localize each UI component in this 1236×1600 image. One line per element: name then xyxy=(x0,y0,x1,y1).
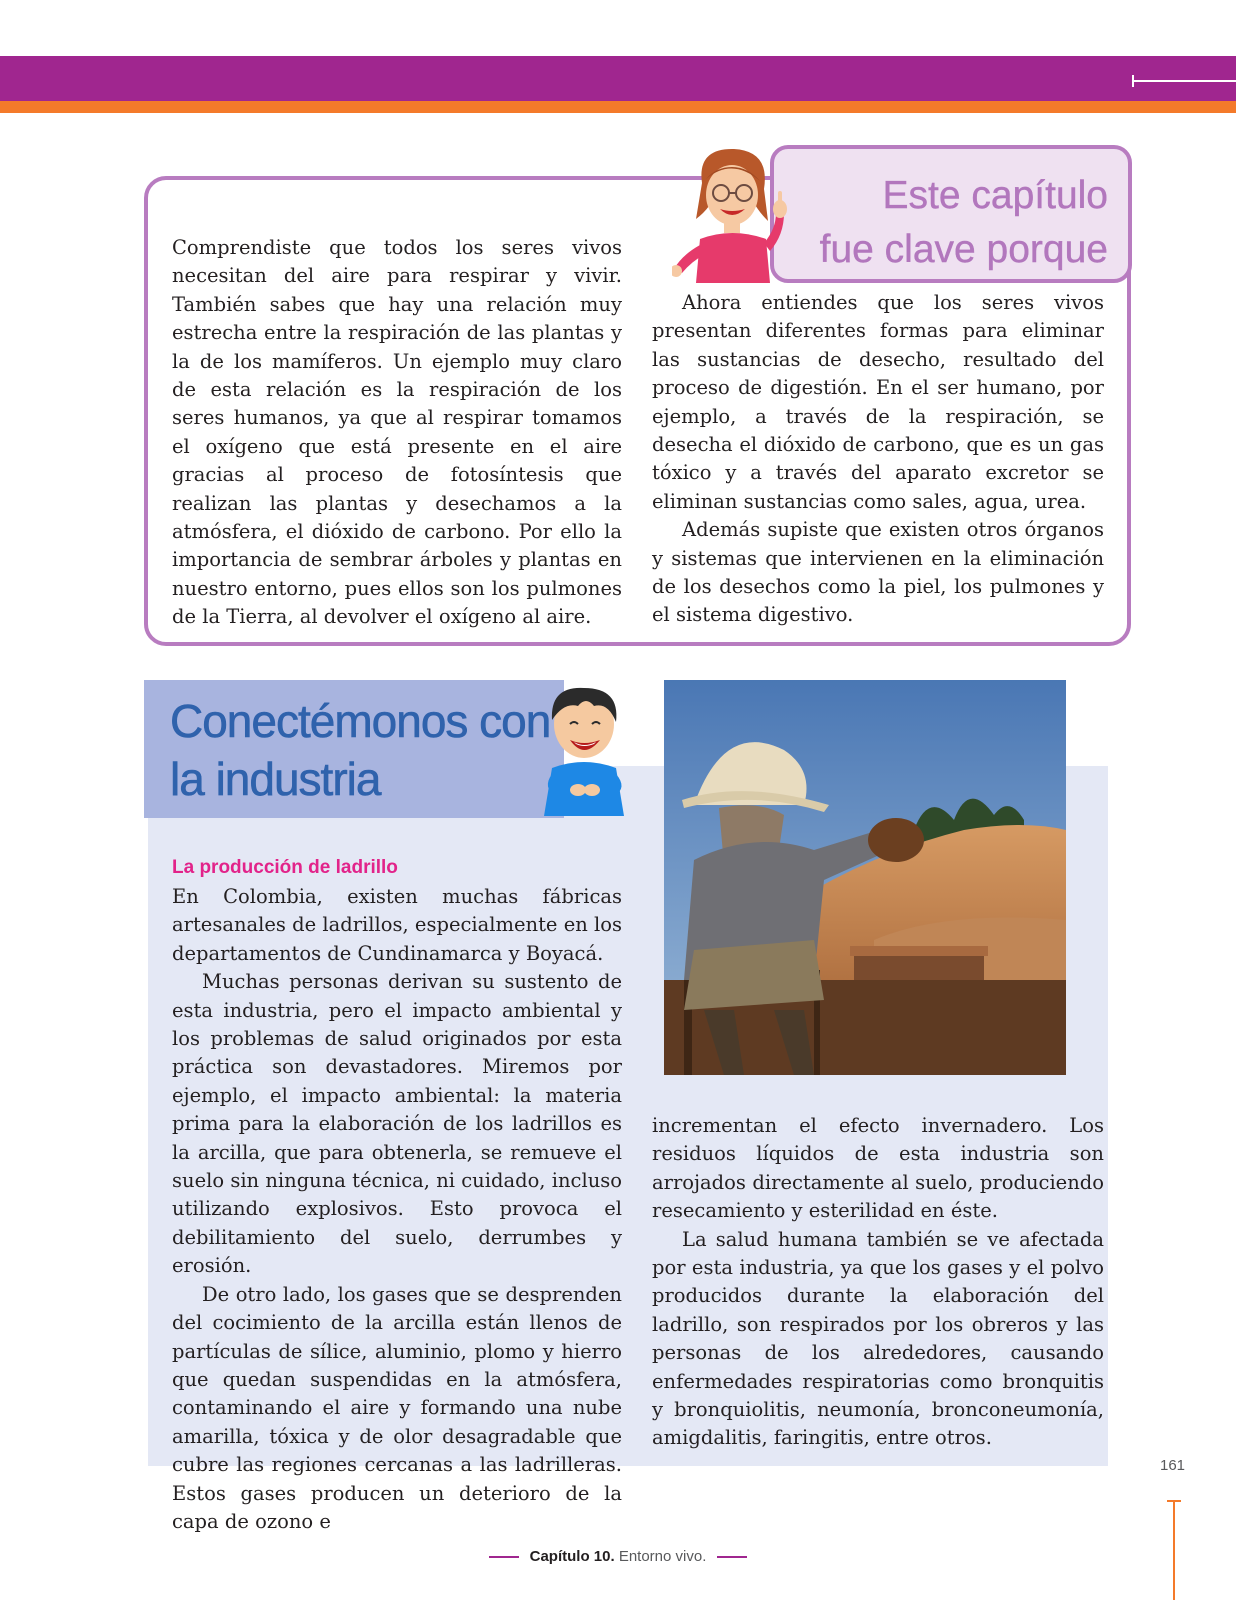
summary-title xyxy=(820,169,1108,277)
girl-character-illustration xyxy=(672,143,792,293)
footer-left-dash xyxy=(489,1556,519,1558)
industry-title-line1: Conectémonos con xyxy=(170,695,551,747)
header-stripe xyxy=(0,101,1236,113)
footer-chapter-title: Entorno vivo. xyxy=(618,1548,707,1565)
summary-left-column xyxy=(172,234,622,632)
industry-paragraph-3: De otro lado, los gases que se desprenden del cocimiento de la arcilla están llenos de partículas de sílice, aluminio, plomo y hierro que quedan suspendidas en la atmósfera, contaminando el aire y formando una nube amarilla, tóxica y de olor desagradable que cubre las regiones cercanas a las ladrilleras. Estos gases producen un deterioro de la capa de ozono e xyxy=(172,1282,622,1533)
summary-left-paragraph: Comprendiste que todos los seres vivos necesitan del aire para respirar y vivir. También sabes que hay una relación muy estrecha entre la respiración de las plantas y la de los mamíferos. Un ejemplo muy claro de esta relación es la respiración de los seres humanos, ya que al respirar tomamos el oxígeno que está presente en el aire gracias al proceso de fotosíntesis que realizan las plantas y desechamos a la atmósfera, el dióxido de carbono. Por ello la importancia de sembrar árboles y plantas en nuestro entorno, pues ellos son los pulmones de la Tierra, al devolver el oxígeno al aire. xyxy=(172,236,622,629)
summary-right-column xyxy=(652,289,1104,630)
industry-title xyxy=(170,692,550,808)
summary-title-line1: Este capítulo xyxy=(882,174,1108,217)
brick-worker-photo xyxy=(664,680,1066,1075)
footer-chapter: Capítulo 10. xyxy=(529,1548,615,1565)
page-number: 161 xyxy=(1160,1457,1186,1474)
summary-right-paragraph-2: Además supiste que existen otros órganos y sistemas que intervienen en la eliminación de los desechos como la piel, los pulmones y el sistema digestivo. xyxy=(652,518,1104,627)
industry-paragraph-2: Muchas personas derivan su sustento de esta industria, pero el impacto ambiental y los problemas de salud originados por esta práctica son devastadores. Miremos por ejemplo, el impacto ambiental: la materia prima para la elaboración de los ladrillos es la arcilla, que para obtenerla, se remueve el suelo sin ninguna técnica, ni cuidado, incluso utilizando explosivos. Esto provoca el debilitamiento del suelo, derrumbes y erosión. xyxy=(172,970,622,1278)
summary-title-tab xyxy=(770,145,1132,283)
summary-title-line2: fue clave porque xyxy=(819,228,1108,271)
footer xyxy=(0,1548,1236,1565)
industry-left-column xyxy=(172,883,622,1536)
industry-title-line2: la industria xyxy=(170,753,381,805)
industry-subheading: La producción de ladrillo xyxy=(172,857,398,878)
industry-paragraph-1: En Colombia, existen muchas fábricas artesanales de ladrillos, especialmente en los departamentos de Cundinamarca y Boyacá. xyxy=(172,885,622,965)
footer-right-dash xyxy=(717,1556,747,1558)
header-bar xyxy=(0,56,1236,101)
boy-character-illustration xyxy=(538,680,630,820)
industry-paragraph-5: La salud humana también se ve afectada por esta industria, ya que los gases y el polvo producidos durante la elaboración del ladrillo, son respirados por los obreros y las personas de los alrededores, causando enfermedades respiratorias como bronquitis y bronquiolitis, neumonía, bronconeumonía, amigdalitis, faringitis, entre otros. xyxy=(652,1227,1104,1450)
industry-right-column xyxy=(652,1112,1104,1453)
industry-paragraph-4: incrementan el efecto invernadero. Los residuos líquidos de esta industria son arrojados directamente al suelo, produciendo resecamiento y esterilidad en éste. xyxy=(652,1114,1104,1223)
header-marker xyxy=(1132,80,1236,82)
summary-right-paragraph-1: Ahora entiendes que los seres vivos presentan diferentes formas para eliminar las sustancias de desecho, resultado del proceso de digestión. En el ser humano, por ejemplo, a través de la respiración, se desecha el dióxido de carbono, que es un gas tóxico y a través del aparato excretor se eliminan sustancias como sales, agua, urea. xyxy=(652,291,1104,513)
